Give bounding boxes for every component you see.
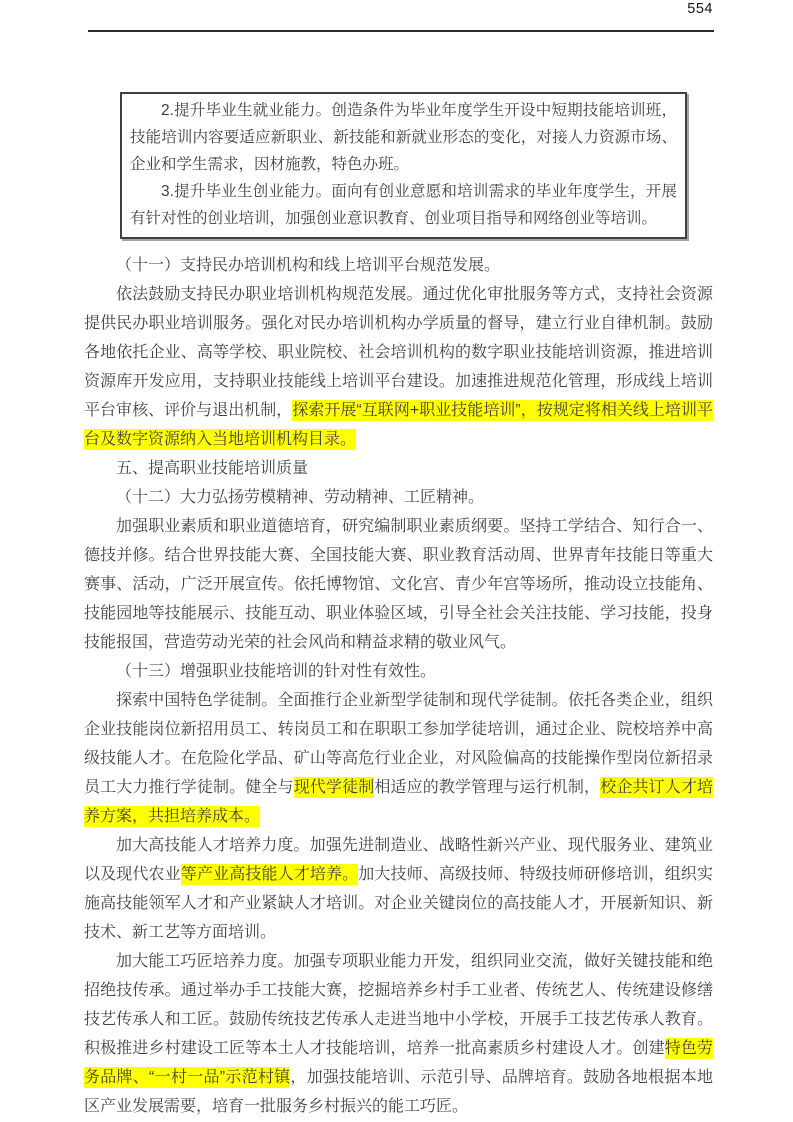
paragraph xyxy=(84,831,713,947)
callout-box xyxy=(120,92,687,239)
page-number: 554 xyxy=(687,1,713,17)
body-paragraphs xyxy=(84,251,713,1121)
highlighted-text: 校企共订人才培养方案，共担培养成本。 xyxy=(84,779,713,825)
box-paragraph: 2.提升毕业生就业能力。创造条件为毕业年度学生开设中短期技能培训班，技能培训内容要适应新职业、新技能和新就业形态的变化，对接人力资源市场、企业和学生需求，因材施教，特色办班。 xyxy=(130,102,677,173)
paragraph xyxy=(84,483,713,512)
text-segment: （十一）支持民办培训机构和线上培训平台规范发展。 xyxy=(116,257,501,274)
paragraph xyxy=(84,251,713,280)
highlighted-text: 探索开展“互联网+职业技能培训”，按规定将相关线上培训平台及数字资源纳入当地培训机构目录。 xyxy=(84,402,713,448)
highlighted-text: 特色劳务品牌、“一村一品”示范村镇 xyxy=(84,1040,713,1086)
text-segment: （十二）大力弘扬劳模精神、劳动精神、工匠精神。 xyxy=(116,489,485,506)
text-segment: 加强职业素质和职业道德培育，研究编制职业素质纲要。坚持工学结合、知行合一、德技并修。结合世界技能大赛、全国技能大赛、职业教育活动周、世界青年技能日等重大赛事、活动，广泛开展宣传。依托博物馆、文化宫、青少年宫等场所，推动设立技能角、技能园地等技能展示、技能互动、职业体验区域，引导全社会关注技能、学习技能，投身技能报国，营造劳动光荣的社会风尚和精益求精的敬业风气。 xyxy=(84,518,713,651)
text-segment: 相适应的教学管理与运行机制， xyxy=(374,779,601,796)
text-segment: （十三）增强职业技能培训的针对性有效性。 xyxy=(116,663,437,680)
text-segment: 加大能工巧匠培养力度。加强专项职业能力开发，组织同业交流，做好关键技能和绝招绝技传承。通过举办手工技能大赛，挖掘培养乡村手工业者、传统艺人、传统建设修缮技艺传承人和工匠。鼓励传统技艺传承人走进当地中小学校，开展手工技艺传承人教育。积极推进乡村建设工匠等本土人才技能培训，培养一批高素质乡村建设人才。创建 xyxy=(84,953,713,1057)
text-segment: ，加强技能培训、示范引导、品牌培育。鼓励各地根据本地区产业发展需要，培育一批服务乡村振兴的能工巧匠。 xyxy=(84,1069,713,1115)
text-segment: 依法鼓励支持民办职业培训机构规范发展。通过优化审批服务等方式，支持社会资源提供民办职业培训服务。强化对民办培训机构办学质量的督导，建立行业自律机制。鼓励各地依托企业、高等学校、职业院校、社会培训机构的数字职业技能培训资源，推进培训资源库开发应用，支持职业技能线上培训平台建设。加速推进规范化管理，形成线上培训平台审核、评价与退出机制， xyxy=(84,286,713,419)
text-segment: 探索中国特色学徒制。全面推行企业新型学徒制和现代学徒制。依托各类企业，组织企业技能岗位新招用员工、转岗员工和在职职工参加学徒培训，通过企业、院校培养中高级技能人才。在危险化学品、矿山等高危行业企业，对风险偏高的技能操作型岗位新招录员工大力推行学徒制。健全与 xyxy=(84,692,713,796)
paragraph xyxy=(84,947,713,1121)
document-content xyxy=(84,92,713,1121)
text-segment: 加大高技能人才培养力度。加强先进制造业、战略性新兴产业、现代服务业、建筑业以及现代农业 xyxy=(84,837,713,883)
paragraph xyxy=(84,280,713,454)
paragraph xyxy=(84,454,713,483)
text-segment: 五、提高职业技能培训质量 xyxy=(116,460,309,477)
text-segment: 加大技师、高级技师、特级技师研修培训，组织实施高技能领军人才和产业紧缺人才培训。对企业关键岗位的高技能人才，开展新知识、新技术、新工艺等方面培训。 xyxy=(84,866,713,941)
highlighted-text: 等产业高技能人才培养。 xyxy=(180,866,359,883)
paragraph xyxy=(84,512,713,657)
paragraph xyxy=(84,686,713,831)
highlighted-text: 现代学徒制 xyxy=(293,779,375,796)
paragraph xyxy=(84,657,713,686)
header-rule xyxy=(88,30,714,32)
box-paragraph: 3.提升毕业生创业能力。面向有创业意愿和培训需求的毕业年度学生，开展有针对性的创业培训，加强创业意识教育、创业项目指导和网络创业等培训。 xyxy=(130,183,677,227)
